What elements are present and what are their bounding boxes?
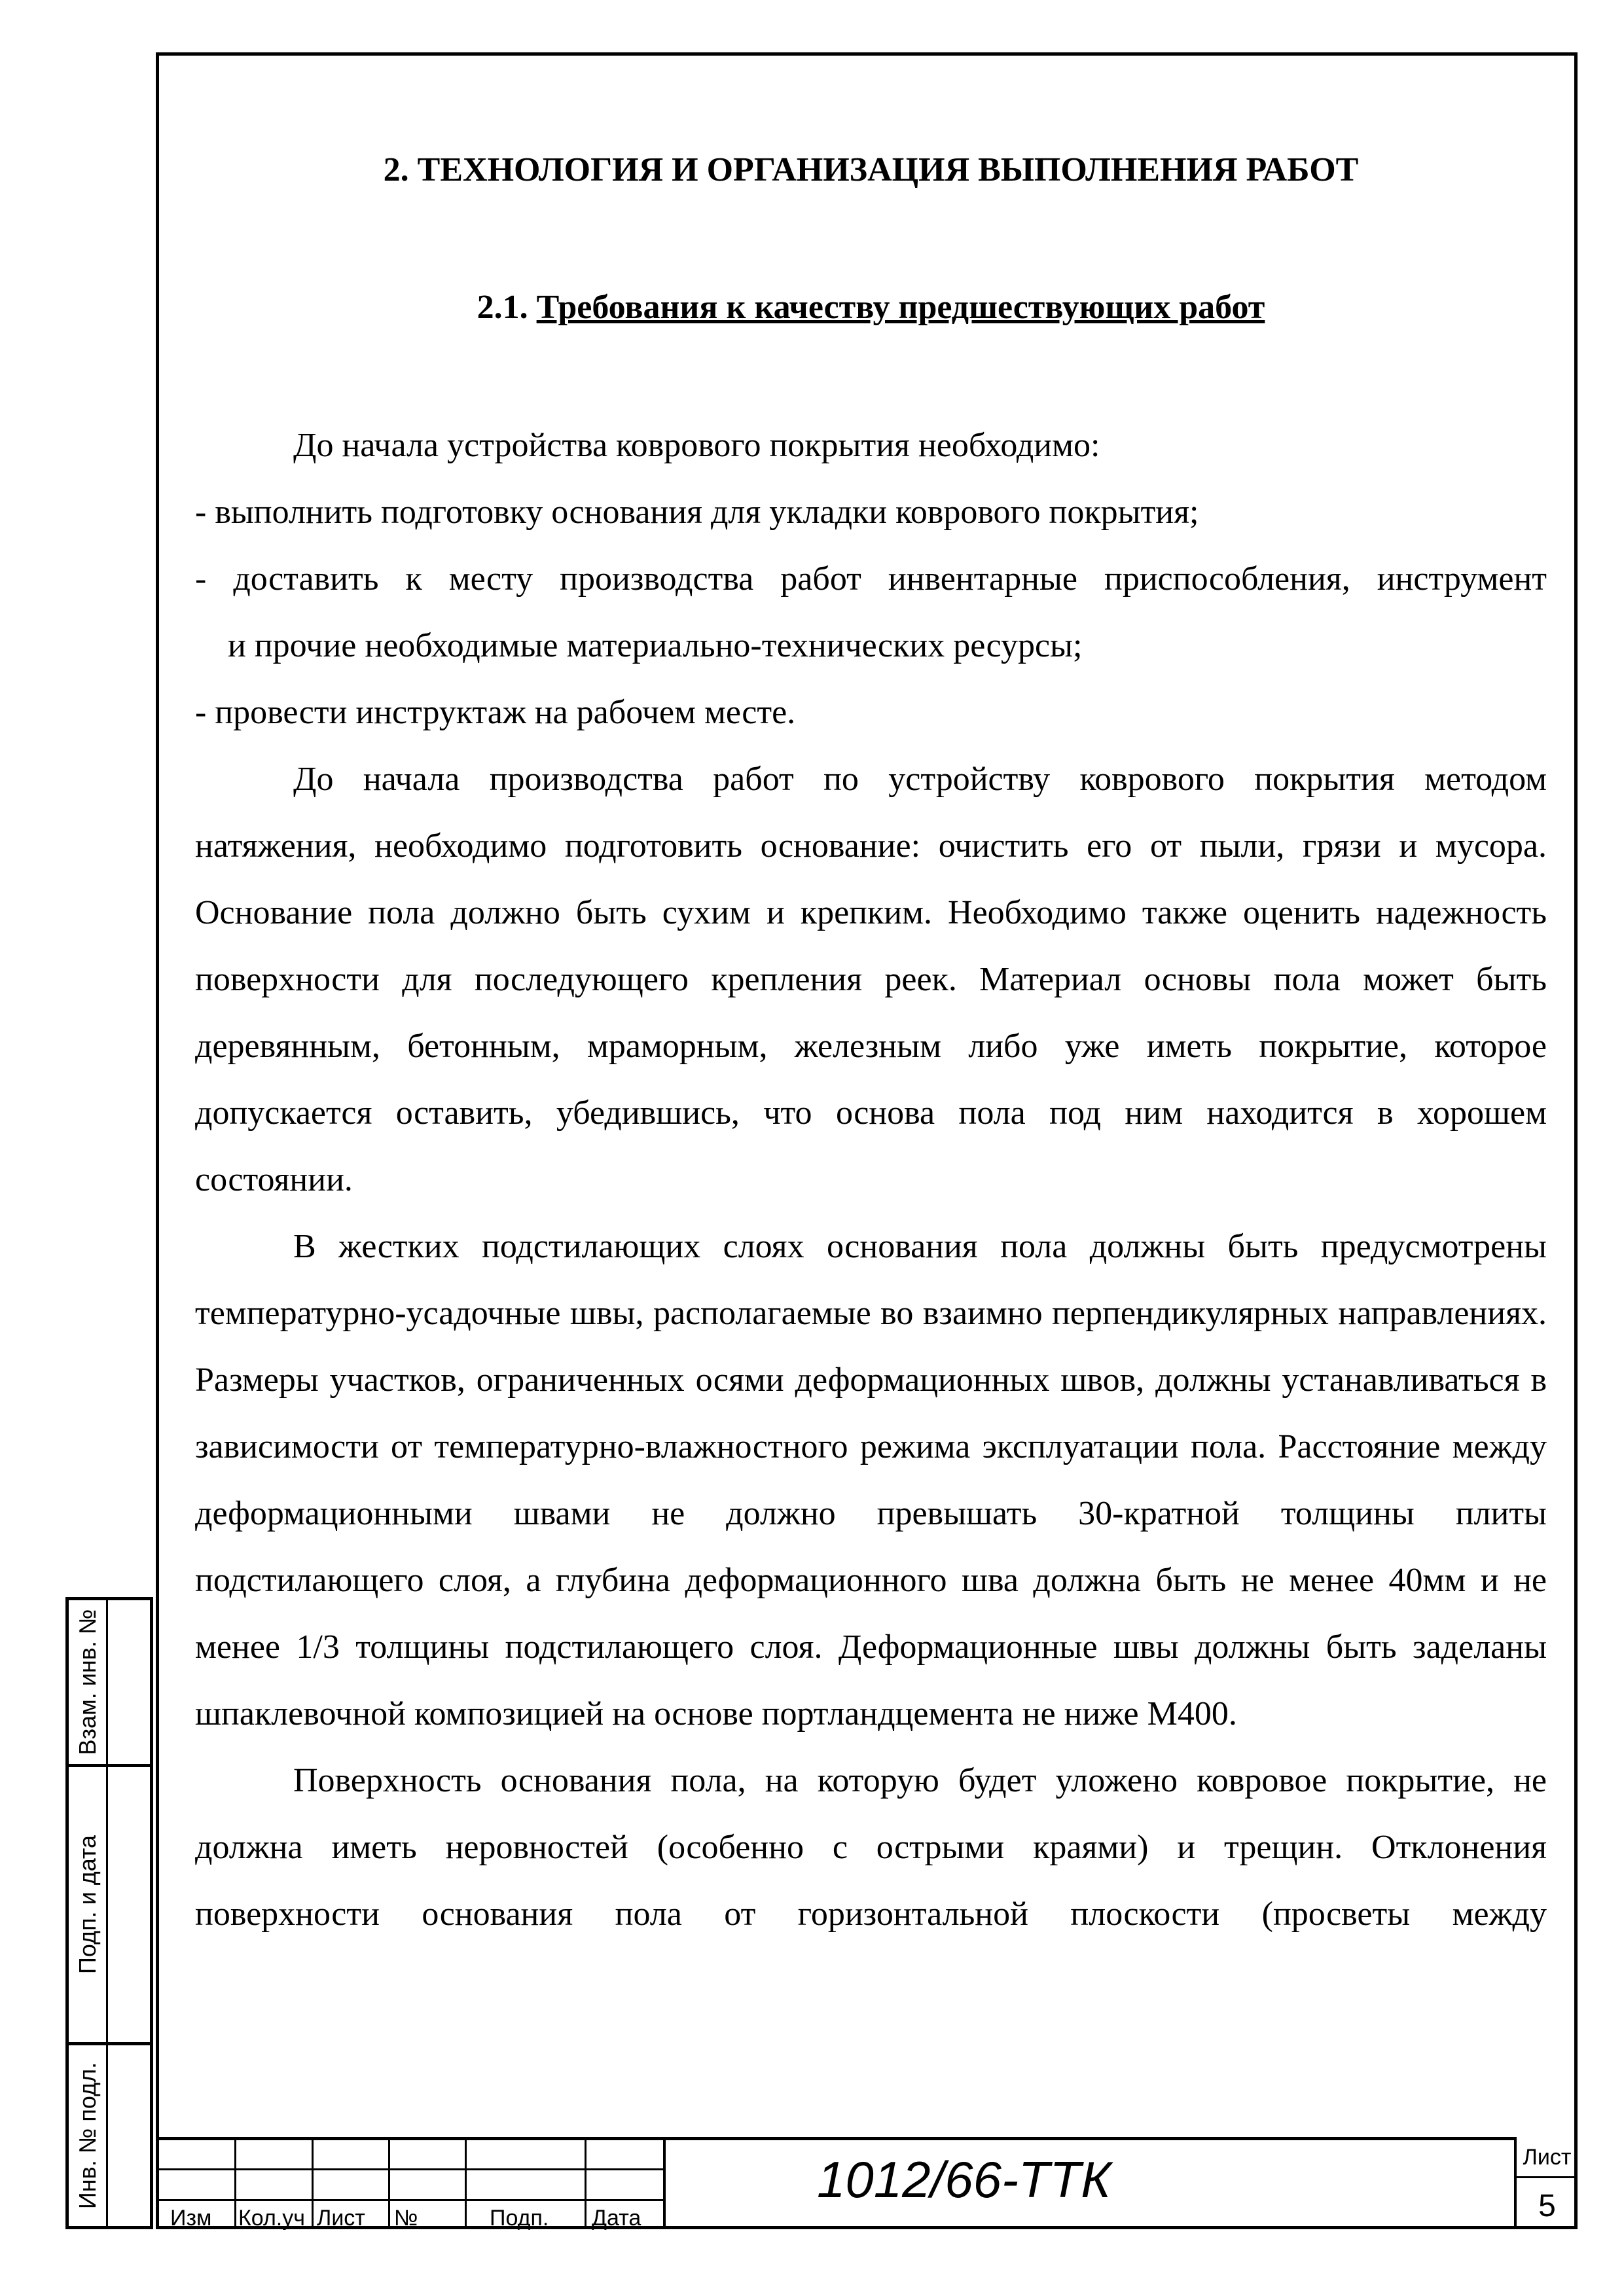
body-text xyxy=(195,412,1547,1948)
paragraph: Поверхность основания пола, на которую будет уложено ковровое покрытие, не должна иметь неровностей (особенно с острыми краями) и трещин. Отклонения поверхности основания пола от горизонтальной плоскости (просветы между xyxy=(195,1762,1547,1933)
stamp-label: Инв. № подл. xyxy=(73,2062,101,2210)
stamp-inv-podl xyxy=(65,2042,153,2229)
col-number: № xyxy=(394,2206,418,2231)
paragraph: До начала производства работ по устройству коврового покрытия методом натяжения, необходимо подготовить основание: очистить его от пыли, грязи и мусора. Основание пола должно быть сухим и крепким. Необходимо также оценить надежность поверхности для последующего крепления реек. Материал основы пола может быть деревянным, бетонным, мраморным, железным либо уже иметь покрытие, которое допускается оставить, убедившись, что основа пола под ним находится в хорошем состоянии. xyxy=(195,761,1547,1198)
col-kol-uch: Кол.уч xyxy=(238,2206,305,2231)
document-code: 1012/66-ТТК xyxy=(817,2151,1111,2208)
subsection-title-text: Требования к качеству предшествующих работ xyxy=(536,289,1265,326)
bullet-item: - доставить к месту производства работ инвентарные приспособления, инструмент xyxy=(195,560,1547,598)
stamp-vzam-inv xyxy=(65,1597,153,1767)
col-podp: Подп. xyxy=(490,2206,549,2231)
col-izm: Изм xyxy=(170,2206,212,2231)
sheet-label: Лист xyxy=(1523,2145,1572,2170)
revision-table xyxy=(156,2137,665,2229)
sheet-number: 5 xyxy=(1538,2189,1556,2223)
bullet-item: - выполнить подготовку основания для укладки коврового покрытия; xyxy=(195,493,1199,531)
title-block xyxy=(156,2137,1578,2229)
stamp-podp-data xyxy=(65,1764,153,2045)
section-title: 2. ТЕХНОЛОГИЯ И ОРГАНИЗАЦИЯ ВЫПОЛНЕНИЯ РАБОТ xyxy=(383,151,1359,188)
bullet-item: - провести инструктаж на рабочем месте. xyxy=(195,694,796,731)
stamp-label: Подп. и дата xyxy=(73,1835,101,1975)
stamp-label: Взам. инв. № xyxy=(73,1609,101,1755)
bullet-item-continuation: и прочие необходимые материально-технических ресурсы; xyxy=(228,627,1083,664)
paragraph: В жестких подстилающих слоях основания пола должны быть предусмотрены температурно-усадочные швы, располагаемые во взаимно перпендикулярных направлениях. Размеры участков, ограниченных осями деформационных швов, должны устанавливаться в зависимости от температурно-влажностного режима эксплуатации пола. Расстояние между деформационными швами не должно превышать 30-кратной толщины плиты подстилающего слоя, а глубина деформационного шва должна быть не менее 40мм и не менее 1/3 толщины подстилающего слоя. Деформационные швы должны быть заделаны шпаклевочной композицией на основе портландцемента не ниже М400. xyxy=(195,1228,1547,1732)
subsection-title xyxy=(195,288,1547,327)
col-data: Дата xyxy=(592,2206,641,2231)
subsection-number: 2.1. xyxy=(477,289,528,326)
sheet-box xyxy=(1514,2137,1578,2229)
paragraph-intro: До начала устройства коврового покрытия необходимо: xyxy=(293,427,1100,464)
col-list: Лист xyxy=(317,2206,365,2231)
